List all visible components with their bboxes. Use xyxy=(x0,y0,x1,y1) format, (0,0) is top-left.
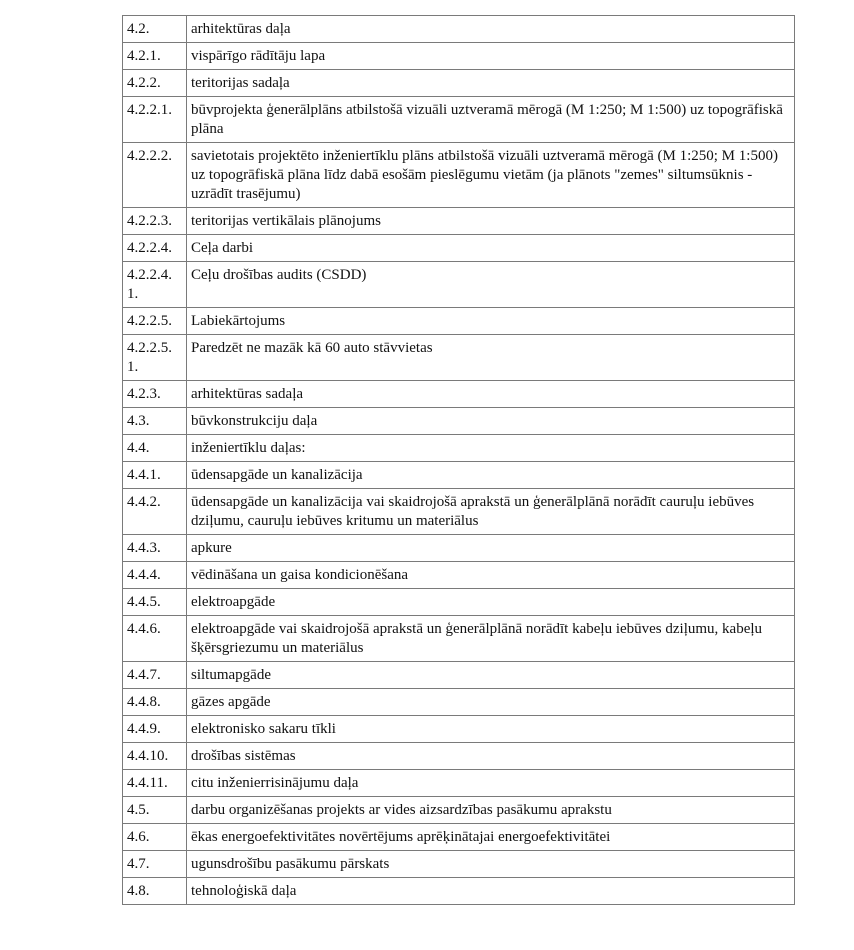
row-number: 4.4.2. xyxy=(123,489,187,535)
table-body xyxy=(123,16,795,905)
row-number: 4.7. xyxy=(123,851,187,878)
table-row xyxy=(123,70,795,97)
row-description: ēkas energoefektivitātes novērtējums aprēķinātajai energoefektivitātei xyxy=(187,824,795,851)
table-row xyxy=(123,408,795,435)
table-row xyxy=(123,16,795,43)
row-description: elektroapgāde vai skaidrojošā aprakstā un ģenerālplānā norādīt kabeļu iebūves dziļumu, kabeļu šķērsgriezumu un materiālus xyxy=(187,616,795,662)
row-number: 4.2.2.4. xyxy=(123,235,187,262)
row-description: inženiertīklu daļas: xyxy=(187,435,795,462)
table-row xyxy=(123,97,795,143)
row-number: 4.4.10. xyxy=(123,743,187,770)
table-row xyxy=(123,562,795,589)
table-row xyxy=(123,797,795,824)
table-row xyxy=(123,716,795,743)
row-description: arhitektūras sadaļa xyxy=(187,381,795,408)
row-description: ūdensapgāde un kanalizācija xyxy=(187,462,795,489)
row-number: 4.2.2.3. xyxy=(123,208,187,235)
row-number: 4.2.1. xyxy=(123,43,187,70)
row-description: drošības sistēmas xyxy=(187,743,795,770)
row-number: 4.4.7. xyxy=(123,662,187,689)
row-description: būvkonstrukciju daļa xyxy=(187,408,795,435)
document-table xyxy=(122,15,795,905)
table-row xyxy=(123,878,795,905)
row-number: 4.2.2.4.1. xyxy=(123,262,187,308)
row-description: gāzes apgāde xyxy=(187,689,795,716)
row-description: būvprojekta ģenerālplāns atbilstošā vizuāli uztveramā mērogā (M 1:250; M 1:500) uz topogrāfiskā plāna xyxy=(187,97,795,143)
table-row xyxy=(123,535,795,562)
row-description: siltumapgāde xyxy=(187,662,795,689)
row-description: elektronisko sakaru tīkli xyxy=(187,716,795,743)
row-number: 4.4.1. xyxy=(123,462,187,489)
table-row xyxy=(123,435,795,462)
row-number: 4.8. xyxy=(123,878,187,905)
row-description: teritorijas sadaļa xyxy=(187,70,795,97)
table-row xyxy=(123,770,795,797)
row-number: 4.3. xyxy=(123,408,187,435)
row-description: vēdināšana un gaisa kondicionēšana xyxy=(187,562,795,589)
row-description: apkure xyxy=(187,535,795,562)
table-row xyxy=(123,43,795,70)
row-description: arhitektūras daļa xyxy=(187,16,795,43)
row-description: savietotais projektēto inženiertīklu plāns atbilstošā vizuāli uztveramā mērogā (M 1:250; M 1:500) uz topogrāfiskā plāna līdz dabā esošām pieslēgumu vietām (ja plānots "zemes" siltumsūknis - uzrādīt trasējumu) xyxy=(187,143,795,208)
row-description: darbu organizēšanas projekts ar vides aizsardzības pasākumu aprakstu xyxy=(187,797,795,824)
row-number: 4.2.2.5.1. xyxy=(123,335,187,381)
row-description: elektroapgāde xyxy=(187,589,795,616)
table-row xyxy=(123,489,795,535)
table-row xyxy=(123,616,795,662)
table-row xyxy=(123,589,795,616)
row-number: 4.4.4. xyxy=(123,562,187,589)
row-number: 4.4.5. xyxy=(123,589,187,616)
row-number: 4.4. xyxy=(123,435,187,462)
table-row xyxy=(123,143,795,208)
row-number: 4.4.9. xyxy=(123,716,187,743)
row-description: Paredzēt ne mazāk kā 60 auto stāvvietas xyxy=(187,335,795,381)
table-row xyxy=(123,462,795,489)
row-number: 4.5. xyxy=(123,797,187,824)
row-description: citu inženierrisinājumu daļa xyxy=(187,770,795,797)
row-description: tehnoloģiskā daļa xyxy=(187,878,795,905)
row-number: 4.4.3. xyxy=(123,535,187,562)
row-description: Ceļu drošības audits (CSDD) xyxy=(187,262,795,308)
row-number: 4.4.6. xyxy=(123,616,187,662)
table-row xyxy=(123,308,795,335)
table-row xyxy=(123,235,795,262)
table-row xyxy=(123,335,795,381)
table-row xyxy=(123,824,795,851)
row-number: 4.6. xyxy=(123,824,187,851)
row-number: 4.2.2.2. xyxy=(123,143,187,208)
table-row xyxy=(123,262,795,308)
row-description: Labiekārtojums xyxy=(187,308,795,335)
table-row xyxy=(123,743,795,770)
row-description: teritorijas vertikālais plānojums xyxy=(187,208,795,235)
row-number: 4.2.2.5. xyxy=(123,308,187,335)
row-number: 4.2.2.1. xyxy=(123,97,187,143)
row-description: ūdensapgāde un kanalizācija vai skaidrojošā aprakstā un ģenerālplānā norādīt cauruļu iebūves dziļumu, cauruļu iebūves kritumu un materiālus xyxy=(187,489,795,535)
row-description: vispārīgo rādītāju lapa xyxy=(187,43,795,70)
row-description: ugunsdrošību pasākumu pārskats xyxy=(187,851,795,878)
row-number: 4.2.3. xyxy=(123,381,187,408)
table-row xyxy=(123,662,795,689)
row-description: Ceļa darbi xyxy=(187,235,795,262)
table-row xyxy=(123,381,795,408)
table-row xyxy=(123,851,795,878)
row-number: 4.2.2. xyxy=(123,70,187,97)
row-number: 4.4.11. xyxy=(123,770,187,797)
table-row xyxy=(123,208,795,235)
row-number: 4.2. xyxy=(123,16,187,43)
row-number: 4.4.8. xyxy=(123,689,187,716)
table-row xyxy=(123,689,795,716)
